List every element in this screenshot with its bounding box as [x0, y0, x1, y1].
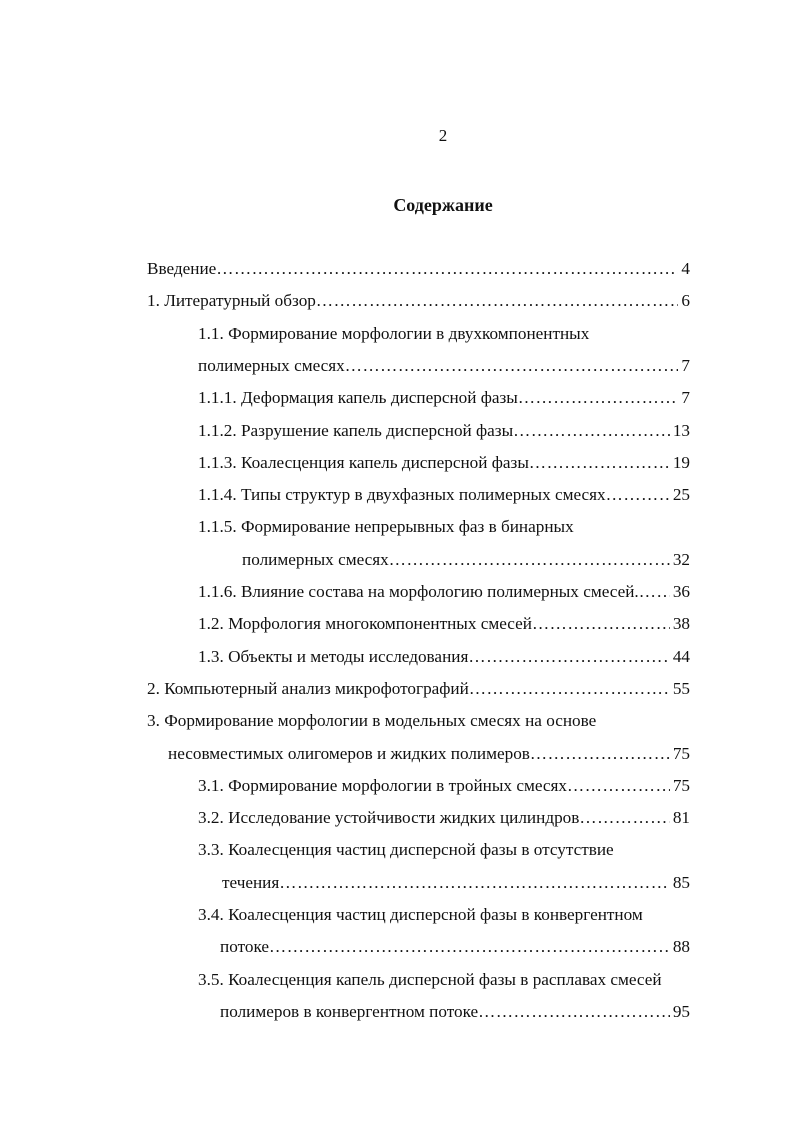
dot-leader — [468, 646, 669, 668]
toc-entry-page: 44 — [672, 646, 690, 666]
toc-entry-page: 55 — [672, 678, 690, 698]
toc-entry-page: 6 — [681, 291, 690, 311]
dot-leader — [216, 258, 678, 280]
toc-entry-page: 95 — [672, 1001, 690, 1021]
toc-entry-page: 7 — [681, 355, 690, 375]
toc-entry — [220, 1001, 690, 1023]
toc-entry-line — [198, 839, 614, 861]
dot-leader — [529, 452, 670, 474]
toc-entry-line — [198, 969, 662, 991]
toc-entry-page: 75 — [672, 775, 690, 795]
toc-entry-title: 1.1.3. Коалесценция капель дисперсной фазы — [198, 452, 529, 472]
toc-entry — [147, 678, 690, 700]
dot-leader — [279, 872, 670, 894]
toc-entry-title: 1.1.1. Деформация капель дисперсной фазы — [198, 388, 518, 408]
toc-entry — [198, 355, 690, 377]
toc-entry-title: 3.5. Коалесценция капель дисперсной фазы в расплавах смесей — [198, 969, 662, 989]
toc-entry-title: 3.2. Исследование устойчивости жидких цилиндров — [198, 808, 580, 828]
toc-entry-title: 1.1.5. Формирование непрерывных фаз в бинарных — [198, 517, 574, 537]
toc-entry-page: 85 — [672, 872, 690, 892]
toc-entry-title: потоке — [220, 937, 269, 957]
toc-entry-line — [147, 710, 596, 732]
dot-leader — [532, 613, 670, 635]
dot-leader — [513, 420, 670, 442]
toc-entry-line — [198, 516, 574, 538]
toc-entry-page: 7 — [681, 388, 690, 408]
toc-entry-title: 3.3. Коалесценция частиц дисперсной фазы в отсутствие — [198, 840, 614, 860]
toc-entry-title: 2. Компьютерный анализ микрофотографий — [147, 678, 469, 698]
toc-entry — [198, 387, 690, 409]
toc-entry-title: 1.1.2. Разрушение капель дисперсной фазы — [198, 420, 514, 440]
dot-leader — [530, 743, 670, 765]
toc-entry-page: 32 — [672, 549, 690, 569]
toc-entry-title: 3. Формирование морфологии в модельных смесях на основе — [147, 711, 597, 731]
toc-entry — [220, 936, 690, 958]
toc-entry-line — [198, 904, 643, 926]
toc-entry-title: 1. Литературный обзор — [147, 291, 316, 311]
dot-leader — [316, 290, 679, 312]
dot-leader — [478, 1001, 670, 1023]
toc-entry-page: 88 — [672, 937, 690, 957]
toc-entry-page: 75 — [672, 743, 690, 763]
toc-entry — [198, 484, 690, 506]
toc-entry-title: течения — [222, 872, 280, 892]
toc-entry — [147, 258, 690, 280]
toc-entry — [242, 549, 690, 571]
dot-leader — [606, 484, 670, 506]
toc-entry-title: несовместимых олигомеров и жидких полимеров — [168, 743, 530, 763]
toc-entry-title: 1.3. Объекты и методы исследования — [198, 646, 469, 666]
toc-entry-page: 36 — [672, 582, 690, 601]
dot-leader — [579, 807, 669, 829]
dot-leader — [389, 549, 670, 571]
toc-entry-title: Введение — [147, 259, 217, 278]
dot-leader — [269, 936, 670, 958]
toc-entry — [198, 646, 690, 668]
toc-entry-title: 3.1. Формирование морфологии в тройных смесях — [198, 775, 568, 795]
toc-entry-page: 4 — [681, 259, 690, 278]
toc-entry — [147, 290, 690, 312]
toc-entry-title: полимерных смесях — [198, 355, 345, 375]
toc-entry-title: полимеров в конвергентном потоке — [220, 1001, 479, 1021]
toc-entry — [198, 613, 690, 635]
toc-entry-title: 1.2. Морфология многокомпонентных смесей — [198, 614, 532, 634]
toc-entry — [198, 420, 690, 442]
toc-entry-title: 1.1.6. Влияние состава на морфологию полимерных смесей. — [198, 582, 639, 601]
toc-entry-line — [198, 323, 589, 345]
dot-leader — [567, 775, 670, 797]
toc-entry — [168, 743, 690, 765]
toc-entry — [198, 775, 690, 797]
toc-entry-page: 13 — [672, 420, 690, 440]
toc-entry — [198, 452, 690, 474]
dot-leader — [345, 355, 679, 377]
toc-entry — [198, 807, 690, 829]
dot-leader — [639, 581, 670, 603]
page-number: 2 — [438, 126, 448, 145]
toc-entry-title: полимерных смесях — [242, 549, 389, 569]
toc-entry-title: 1.1.4. Типы структур в двухфазных полимерных смесях — [198, 485, 606, 505]
toc-entry-title: 1.1. Формирование морфологии в двухкомпонентных — [198, 323, 590, 343]
toc-entry-page: 81 — [672, 808, 690, 828]
toc-entry — [222, 872, 690, 894]
toc-entry-page: 38 — [672, 614, 690, 634]
page-title: Содержание — [393, 195, 493, 215]
toc-entry-page: 19 — [672, 452, 690, 472]
toc-entry-page: 25 — [672, 485, 690, 505]
dot-leader — [469, 678, 670, 700]
toc-entry-title: 3.4. Коалесценция частиц дисперсной фазы в конвергентном — [198, 905, 643, 924]
dot-leader — [518, 387, 679, 409]
toc-entry — [198, 581, 690, 603]
